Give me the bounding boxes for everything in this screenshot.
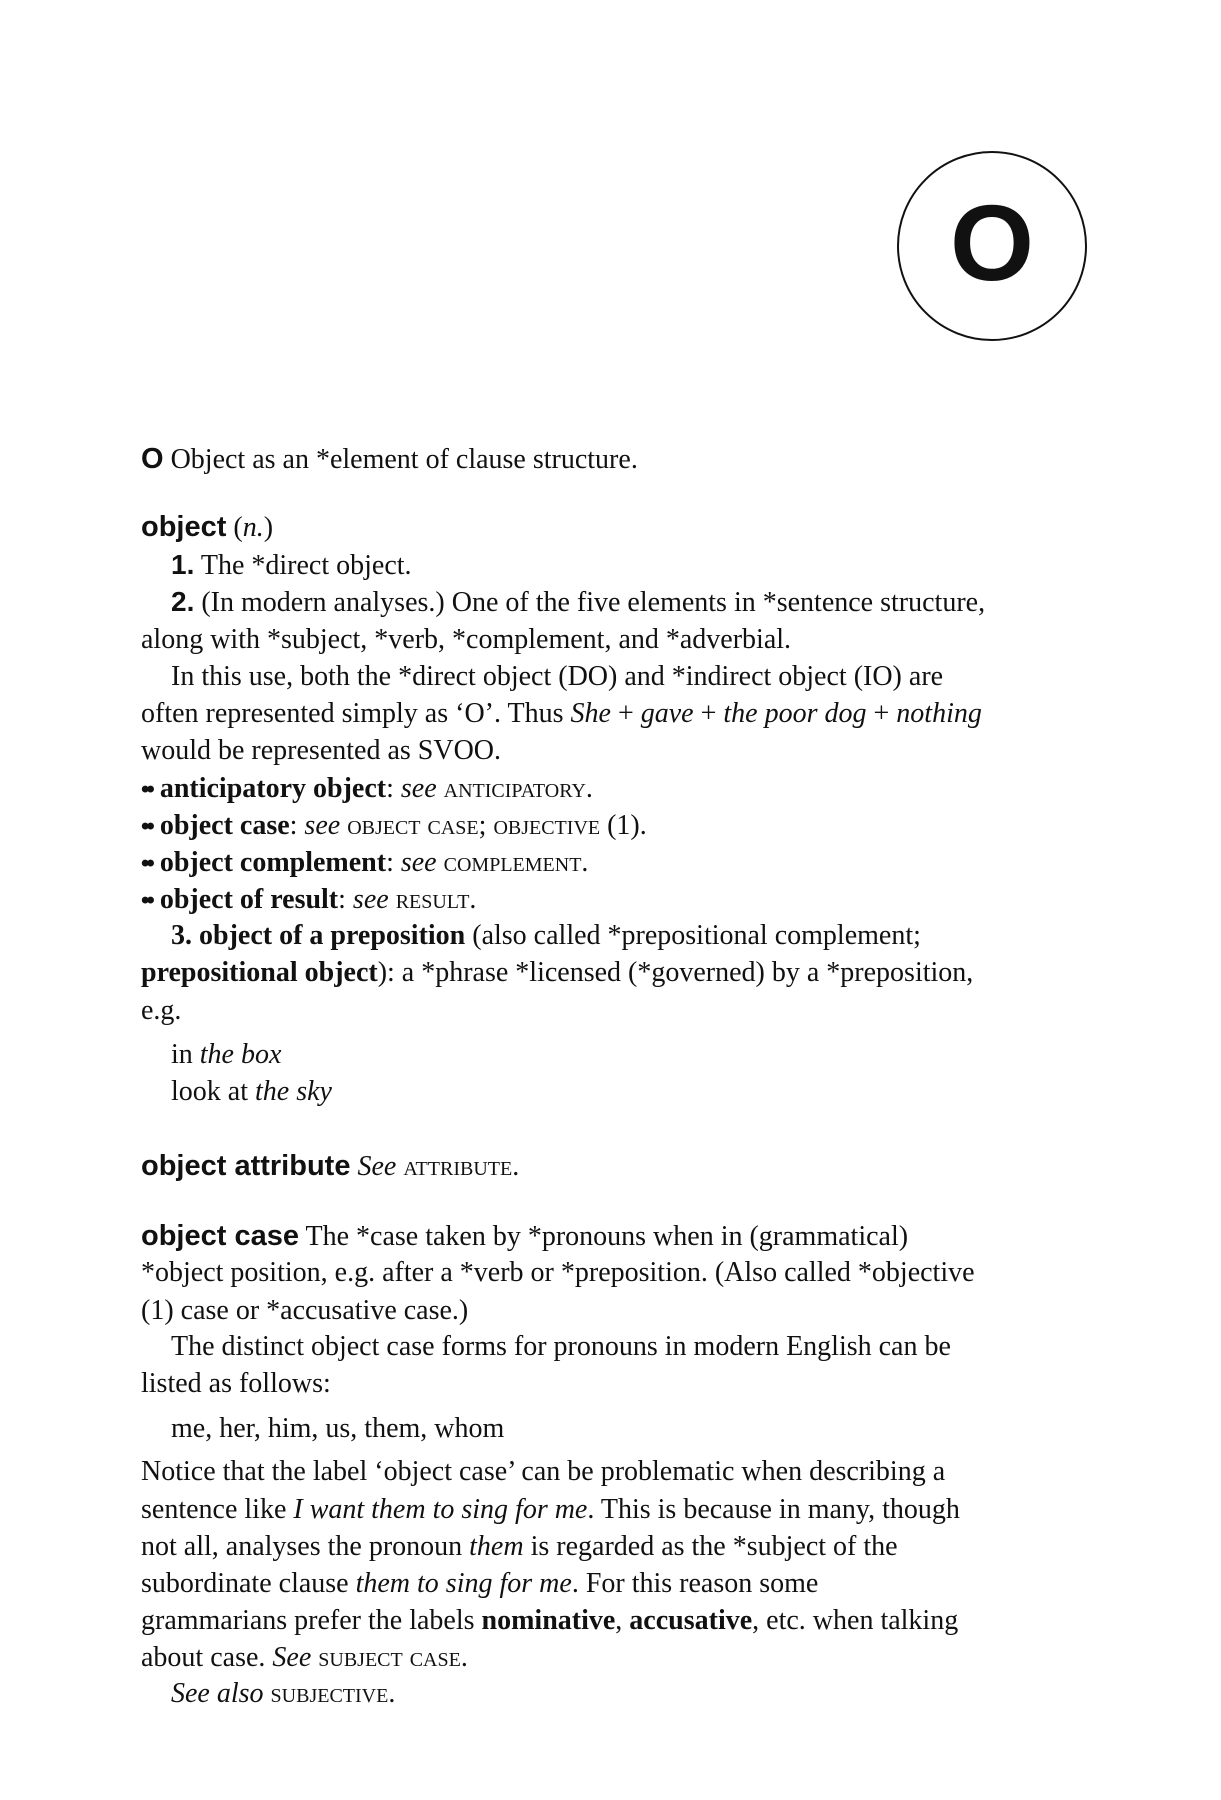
text-line [141,696,982,732]
text-segment: . [581,847,589,878]
text-segment: subordinate clause [141,1568,356,1599]
cross-reference: object case [347,810,479,841]
text-segment: I want them to sing for me [293,1494,588,1525]
text-line [141,771,593,808]
text-segment: . This is because in many, though [587,1494,960,1525]
cross-reference: subjective [270,1678,389,1709]
text-segment: about case. [141,1642,273,1673]
text-line [141,955,973,991]
text-segment: prepositional object [141,957,378,988]
text-line [171,918,921,954]
cross-reference: subject case [318,1642,461,1673]
text-segment: The distinct object case forms for pronouns in modern English can be [171,1331,951,1362]
text-segment: object of result [159,884,339,915]
text-segment [389,884,396,915]
text-segment: the box [199,1039,282,1070]
text-line [171,1329,951,1365]
cross-reference: attribute [403,1151,513,1182]
text-segment: ; [478,810,494,841]
section-letter: O [949,182,1034,303]
text-segment: object complement [159,847,387,878]
headword: object attribute [141,1150,351,1182]
text-segment: nominative [481,1605,616,1636]
section-letter-badge [897,151,1087,341]
text-segment: 2. [171,586,195,617]
text-line [141,993,181,1029]
bullet-marker: •• [141,776,152,803]
cross-reference: complement [443,847,582,878]
text-segment: *object position, e.g. after a *verb or *preposition. (Also called *objective [141,1257,975,1288]
text-segment: grammarians prefer the labels [141,1605,482,1636]
text-line [141,441,638,478]
bullet-marker: •• [141,850,152,877]
text-line [141,1603,958,1639]
text-segment: n. [242,512,264,543]
text-segment: 3. object of a preposition [171,920,466,951]
text-segment: see [304,810,341,841]
text-segment: 1. [171,549,195,580]
text-segment: gave [640,698,694,729]
text-segment: . For this reason some [571,1568,819,1599]
text-line [141,1566,818,1602]
text-line [141,1529,898,1565]
text-segment [264,1678,271,1709]
text-line [171,1074,332,1110]
text-segment: in [171,1039,200,1070]
text-segment: ): a *phrase *licensed (*governed) by a *preposition, [377,957,974,988]
text-segment: object case [159,810,290,841]
text-line [141,1293,468,1329]
text-line [141,808,647,845]
text-line [141,882,476,919]
headword: object case [141,1220,299,1252]
text-segment: Object as an *element of clause structure. [163,444,638,475]
text-segment: them [469,1531,524,1562]
text-segment: . [388,1678,396,1709]
text-segment: see [400,847,437,878]
text-segment: In this use, both the *direct object (DO) and *indirect object (IO) are [171,661,944,692]
text-segment: would be represented as SVOO. [141,735,502,766]
text-segment: nothing [896,698,982,729]
text-line [171,1411,504,1447]
text-line [171,1037,281,1073]
text-segment: (1). [600,810,647,841]
text-segment: e.g. [141,995,182,1026]
text-segment: , [615,1605,630,1636]
text-segment: look at [171,1076,255,1107]
cross-reference: result [395,884,470,915]
text-segment: . [469,884,477,915]
text-segment: often represented simply as ‘O’. Thus [141,698,571,729]
text-line [141,1366,331,1402]
text-line [141,1148,519,1185]
text-line [141,1454,945,1490]
text-segment: sentence like [141,1494,294,1525]
text-segment: ( [226,512,243,543]
text-line [141,1640,468,1676]
text-segment: not all, analyses the pronoun [141,1531,470,1562]
text-segment: accusative [629,1605,753,1636]
cross-reference: anticipatory [443,773,586,804]
text-line [141,509,273,546]
bullet-marker: •• [141,887,152,914]
text-line [141,622,791,658]
text-segment: : [386,847,401,878]
text-segment: them to sing for me [355,1568,572,1599]
text-segment: along with *subject, *verb, *complement, and *adverbial. [141,624,792,655]
text-line [171,547,412,584]
text-line [141,1492,960,1528]
text-segment: The *direct object. [194,550,412,581]
text-line [171,659,943,695]
text-segment: listed as follows: [141,1368,331,1399]
text-segment: see [352,884,389,915]
text-segment: + [866,698,897,729]
text-segment: She [570,698,611,729]
headword: object [141,511,227,543]
text-segment: me, her, him, us, them, whom [171,1413,505,1444]
text-segment: the sky [255,1076,332,1107]
text-segment: , etc. when talking [752,1605,959,1636]
text-segment: The *case taken by *pronouns when in (grammatical) [298,1221,909,1252]
text-segment: . [512,1151,520,1182]
text-segment: : [289,810,305,841]
bullet-marker: •• [141,813,152,840]
text-segment: See [272,1642,312,1673]
text-line [141,1255,975,1291]
text-segment [437,847,444,878]
text-segment: + [693,698,724,729]
text-segment: + [610,698,641,729]
text-segment: . [460,1642,468,1673]
text-segment: (1) case or *accusative case.) [141,1295,469,1326]
text-segment: Notice that the label ‘object case’ can be problematic when describing a [141,1456,946,1487]
text-segment: (also called *prepositional complement; [465,920,921,951]
text-segment: See [357,1151,397,1182]
text-segment: See also [171,1678,264,1709]
text-line [171,584,985,621]
text-segment: : [386,773,401,804]
text-segment: see [400,773,437,804]
text-line [171,1676,395,1712]
text-line [141,845,588,882]
text-segment: anticipatory object [159,773,387,804]
text-line [141,733,501,769]
text-segment: ) [263,512,274,543]
text-segment: the poor dog [723,698,867,729]
text-segment: (In modern analyses.) One of the five elements in *sentence structure, [194,587,986,618]
text-segment [437,773,444,804]
text-line [141,1218,908,1255]
text-segment: : [338,884,353,915]
headword: O [141,443,164,475]
text-segment: . [585,773,593,804]
text-segment: is regarded as the *subject of the [523,1531,898,1562]
cross-reference: objective [493,810,601,841]
